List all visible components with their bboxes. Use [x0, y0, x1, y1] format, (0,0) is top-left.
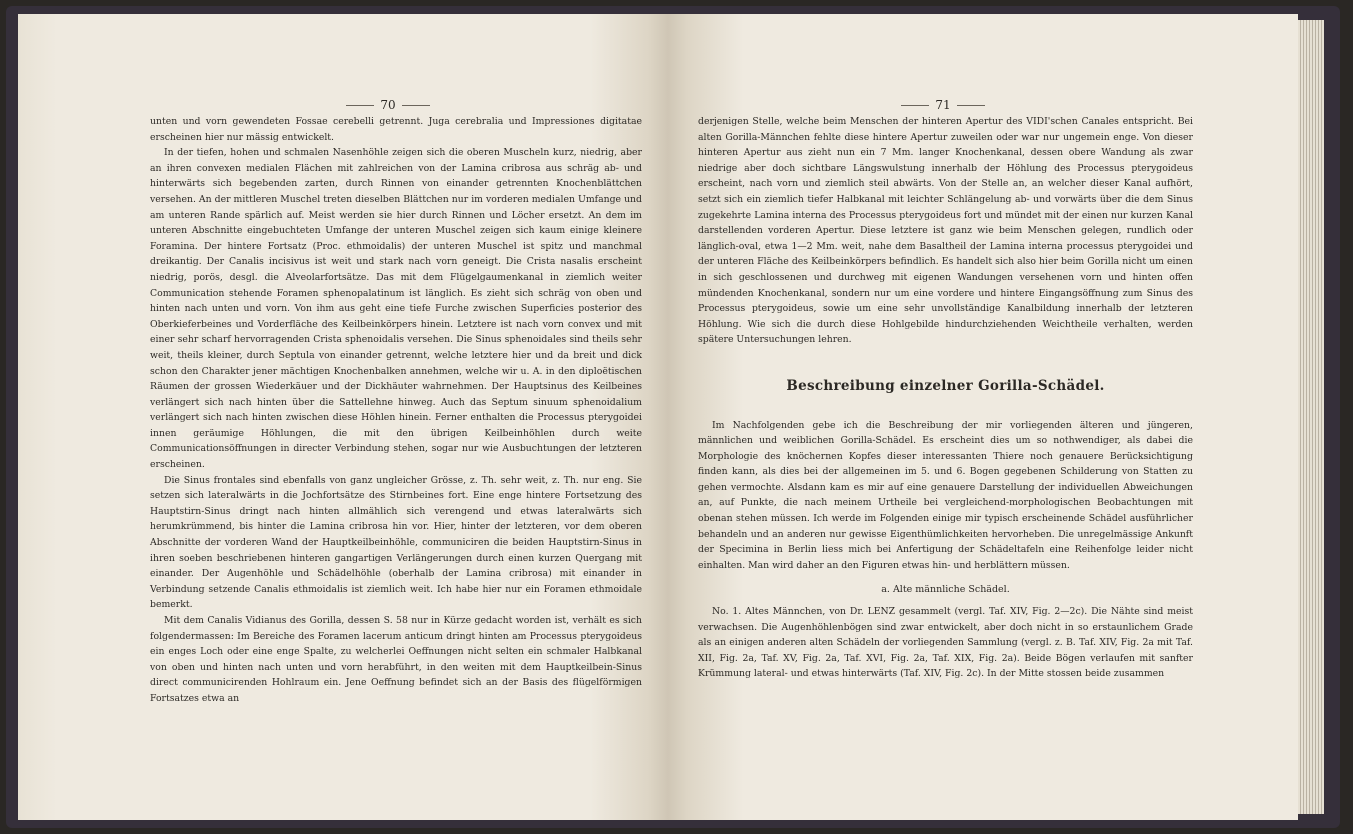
right-page-text	[698, 114, 1193, 682]
paragraph: In der tiefen, hohen und schmalen Nasenhöhle zeigen sich die oberen Muscheln kurz, niedrig, aber an ihren convexen medialen Flächen mit zahlreichen von der Lamina cribrosa aus schräg ab- und hinterwärts sich begebenden zarten, durch Rinnen von einander getrennten Knochenblättchen versehen. An der mittleren Muschel treten dieselben Blättchen nur im vorderen medialen Umfange und am unteren Rande spärlich auf. Meist werden sie hier durch Rinnen und Löcher ersetzt. An dem im unteren Abschnitte eingebuchteten Umfange der unteren Muschel zeigen sich kaum einige kleinere Foramina. Der hintere Fortsatz (Proc. ethmoidalis) der unteren Muschel ist spitz und manchmal dreikantig. Der Canalis incisivus ist weit und stark nach vorn geneigt. Die Crista nasalis erscheint niedrig, porös, desgl. die Alveolarfortsätze. Das mit dem Flügelgaumenkanal in ziemlich weiter Communication stehende Foramen sphenopalatinum ist länglich. Es zieht sich schräg von oben und hinten nach unten und vorn. Von ihm aus geht eine tiefe Furche zwischen Superficies posterior des Oberkieferbeines und Vorderfläche des Keilbeinkörpers hinein. Letztere ist nach vorn convex und mit einer sehr scharf hervorragenden Crista sphenoidalis versehen. Die Sinus sphenoidales sind theils sehr weit, theils kleiner, durch Septula von einander getrennt, welche letztere hier und da breit und dick schon den Charakter jener mächtigen Knochenbalken annehmen, welche wir u. A. in den diploëtischen Räumen der grossen Wiederkäuer und der Dickhäuter wahrnehmen. Der Hauptsinus des Keilbeines verlängert sich nach hinten über die Sattellehne hinweg. Auch das Septum sinuum sphenoidalium verlängert sich nach hinten zwischen diese Höhlen hinein. Ferner enthalten die Processus pterygoidei innen geräumige Höhlungen, die mit den übrigen Keilbeinhöhlen durch weite Communicationsöffnungen in directer Verbindung stehen, sogar nur wie Ausbuchtungen der letzteren erscheinen.	[150, 147, 642, 471]
left-page	[18, 14, 668, 820]
section-subheading: a. Alte männliche Schädel.	[881, 584, 1010, 596]
paragraph: unten und vorn gewendeten Fossae cerebelli getrennt. Juga cerebralia und Impressiones digitatae erscheinen hier nur mässig entwickelt.	[150, 116, 642, 143]
right-page-number: 71	[893, 98, 993, 112]
paragraph: Im Nachfolgenden gebe ich die Beschreibung der mir vorliegenden älteren und jüngeren, männlichen und weiblichen Gorilla-Schädel. Es erscheint dies um so nothwendiger, als dabei die Morphologie des knöchernen Kopfes dieser interessanten Thiere noch genauere Berücksichtigung finden kann, als dies bei der allgemeinen im 5. und 6. Bogen gegebenen Schilderung von Statten zu gehen vermochte. Alsdann kam es mir auf eine genauere Darstellung der individuellen Abweichungen an, auf Punkte, die nach meinem Urtheile bei vergleichend-morphologischen Beobachtungen mit obenan stehen müssen. Ich werde im Folgenden einige mir typisch erscheinende Schädel ausführlicher behandeln und an anderen nur gewisse Eigenthümlichkeiten hervorheben. Die unregelmässige Ankunft der Specimina in Berlin liess mich bei Anfertigung der Schädeltafeln eine Reihenfolge leider nicht einhalten. Man wird daher an den Figuren etwas hin- und herblättern müssen.	[698, 419, 1193, 571]
right-page	[668, 14, 1298, 820]
left-page-text	[150, 114, 642, 707]
section-heading: Beschreibung einzelner Gorilla-Schädel.	[786, 377, 1105, 394]
left-page-number: 70	[338, 98, 438, 112]
paragraph: Mit dem Canalis Vidianus des Gorilla, dessen S. 58 nur in Kürze gedacht worden ist, verhält es sich folgendermassen: Im Bereiche des Foramen lacerum anticum dringt hinten am Processus pterygoideus ein enges Loch oder eine enge Spalte, zu welcherlei Oeffnungen nicht selten ein schmaler Halbkanal von oben und hinten nach unten und vorn herabführt, in den weiten mit dem Hauptkeilbein-Sinus direct communicirenden Hohlraum ein. Jene Oeffnung befindet sich an der Basis des flügelförmigen Fortsatzes etwa an	[150, 615, 642, 704]
page-edges	[1298, 20, 1324, 814]
paragraph: derjenigen Stelle, welche beim Menschen der hinteren Apertur des VIDI'schen Canales entspricht. Bei alten Gorilla-Männchen fehlte diese hintere Apertur zuweilen oder war nur ungemein enge. Von dieser hinteren Apertur aus zieht nun ein 7 Mm. langer Knochenkanal, dessen obere Wandung als zwar niedrige aber doch sichtbare Längswulstung innerhalb der Höhlung des Processus pterygoideus erscheint, nach vorn und ziemlich steil abwärts. Von der Stelle an, an welcher dieser Kanal aufhört, setzt sich ein ziemlich tiefer Halbkanal mit leichter Schlängelung ab- und vorwärts über die dem Sinus zugekehrte Lamina interna des Processus pterygoideus fort und mündet mit der einen nur kurzen Kanal darstellenden vorderen Apertur. Diese letztere ist ganz wie beim Menschen gelegen, rundlich oder länglich-oval, etwa 1—2 Mm. weit, nahe dem Basaltheil der Lamina interna processus pterygoidei und der unteren Fläche des Keilbeinkörpers befindlich. Es handelt sich also hier beim Gorilla nicht um einen in sich geschlossenen und durchweg mit eigenen Wandungen versehenen vorn und hinten offen mündenden Knochenkanal, sondern nur um eine vordere und hintere Eingangsöffnung zum Sinus des Processus pterygoideus, sowie um eine sehr unvollständige Kanalbildung innerhalb der letzteren Höhlung. Wie sich die durch diese Hohlgebilde hindurchziehenden Weichtheile verhalten, werden spätere Untersuchungen lehren.	[698, 116, 1193, 346]
paragraph: No. 1. Altes Männchen, von Dr. LENZ gesammelt (vergl. Taf. XIV, Fig. 2—2c). Die Nähte sind meist verwachsen. Die Augenhöhlenbögen sind zwar entwickelt, aber doch nicht in so erstaunlichem Grade als an einigen anderen alten Schädeln der vorliegenden Sammlung (vergl. z. B. Taf. XIV, Fig. 2a mit Taf. XII, Fig. 2a, Taf. XV, Fig. 2a, Taf. XVI, Fig. 2a, Taf. XIX, Fig. 2a). Beide Bögen verlaufen mit sanfter Krümmung lateral- und etwas hinterwärts (Taf. XIV, Fig. 2c). In der Mitte stossen beide zusammen	[698, 606, 1193, 680]
paragraph: Die Sinus frontales sind ebenfalls von ganz ungleicher Grösse, z. Th. sehr weit, z. Th. nur eng. Sie setzen sich lateralwärts in die Jochfortsätze des Stirnbeines fort. Eine enge hintere Fortsetzung des Hauptstirn-Sinus dringt nach hinten allmählich sich verengend und etwas lateralwärts sich herumkrümmend, bis hinter die Lamina cribrosa hin vor. Hier, hinter der letzteren, vor dem oberen Abschnitte der vorderen Wand der Hauptkeilbeinhöhle, communiciren die beiden Hauptstirn-Sinus in ihren soeben beschriebenen hinteren gangartigen Verlängerungen durch einen kurzen Quergang mit einander. Der Augenhöhle und Schädelhöhle (oberhalb der Lamina cribrosa) mit einander in Verbindung setzende Canalis ethmoidalis ist ziemlich weit. Ich habe hier nur ein Foramen ethmoidale bemerkt.	[150, 474, 642, 611]
